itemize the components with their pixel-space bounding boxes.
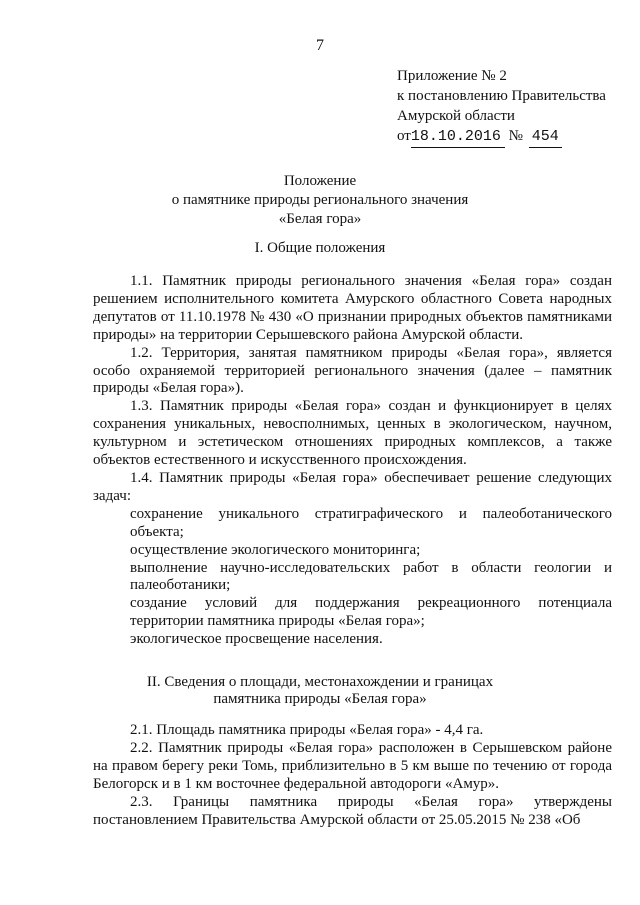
paragraph-1-4: 1.4. Памятник природы «Белая гора» обеспечивает решение следующих задач: <box>93 469 612 504</box>
paragraph-2-3: 2.3. Границы памятника природы «Белая гора» утверждены постановлением Правительства Амурской области от 25.05.2015 № 238 «Об <box>93 793 612 828</box>
paragraph-1-3: 1.3. Памятник природы «Белая гора» создан и функционирует в целях сохранения уникальных, невосполнимых, ценных в экологическом, научном, культурном и эстетическом отношениях природных комплексов, а также объектов естественного и искусственного происхождения. <box>93 398 612 469</box>
paragraph-2-1: 2.1. Площадь памятника природы «Белая гора» - 4,4 га. <box>130 722 484 738</box>
title-line-2: о памятнике природы регионального значения <box>171 192 469 208</box>
appendix-block <box>397 66 606 148</box>
appendix-date-line <box>397 126 606 148</box>
paragraph-1-1: 1.1. Памятник природы регионального значения «Белая гора» создан решением исполнительного комитета Амурского областного Совета народных депутатов от 11.10.1978 № 430 «О признании природных объектов памятниками природы» на территории Серышевского района Амурской области. <box>93 273 612 343</box>
section-2-heading <box>0 674 640 708</box>
task-item: выполнение научно-исследовательских работ в области геологии и палеоботаники; <box>130 559 612 594</box>
section-2-body <box>93 722 612 829</box>
title-line-1: Положение <box>283 173 357 189</box>
section-1-body <box>93 273 612 649</box>
task-item: осуществление экологического мониторинга; <box>130 541 421 558</box>
title-line-3: «Белая гора» <box>278 211 362 227</box>
from-prefix: от <box>397 128 411 144</box>
task-item: сохранение уникального стратиграфического и палеоботанического объекта; <box>130 505 612 540</box>
number-prefix: № <box>508 128 523 144</box>
decree-date: 18.10.2016 <box>411 127 505 148</box>
task-item: экологическое просвещение населения. <box>130 631 383 648</box>
section-1-heading: I. Общие положения <box>254 240 386 256</box>
appendix-line-1: Приложение № 2 <box>397 68 507 84</box>
appendix-line-2: к постановлению Правительства <box>397 88 606 104</box>
section-2-heading-line-2: памятника природы «Белая гора» <box>213 691 427 707</box>
appendix-line-3: Амурской области <box>397 108 515 124</box>
page-number: 7 <box>316 37 324 54</box>
task-item: создание условий для поддержания рекреационного потенциала территории памятника природы «Белая гора»; <box>130 595 612 630</box>
decree-number: 454 <box>529 127 562 148</box>
paragraph-2-2: 2.2. Памятник природы «Белая гора» расположен в Серышевском районе на правом берегу реки Томь, приблизительно в 5 км выше по течению от города Белогорск и в 1 км восточнее федеральной автодороги «Амур». <box>93 739 612 792</box>
section-2-heading-line-1: II. Сведения о площади, местонахождении и границах <box>146 674 494 690</box>
document-title <box>0 172 640 229</box>
paragraph-1-2: 1.2. Территория, занятая памятником природы «Белая гора», является особо охраняемой территорией регионального значения (далее – памятник природы «Белая гора»). <box>93 344 612 397</box>
